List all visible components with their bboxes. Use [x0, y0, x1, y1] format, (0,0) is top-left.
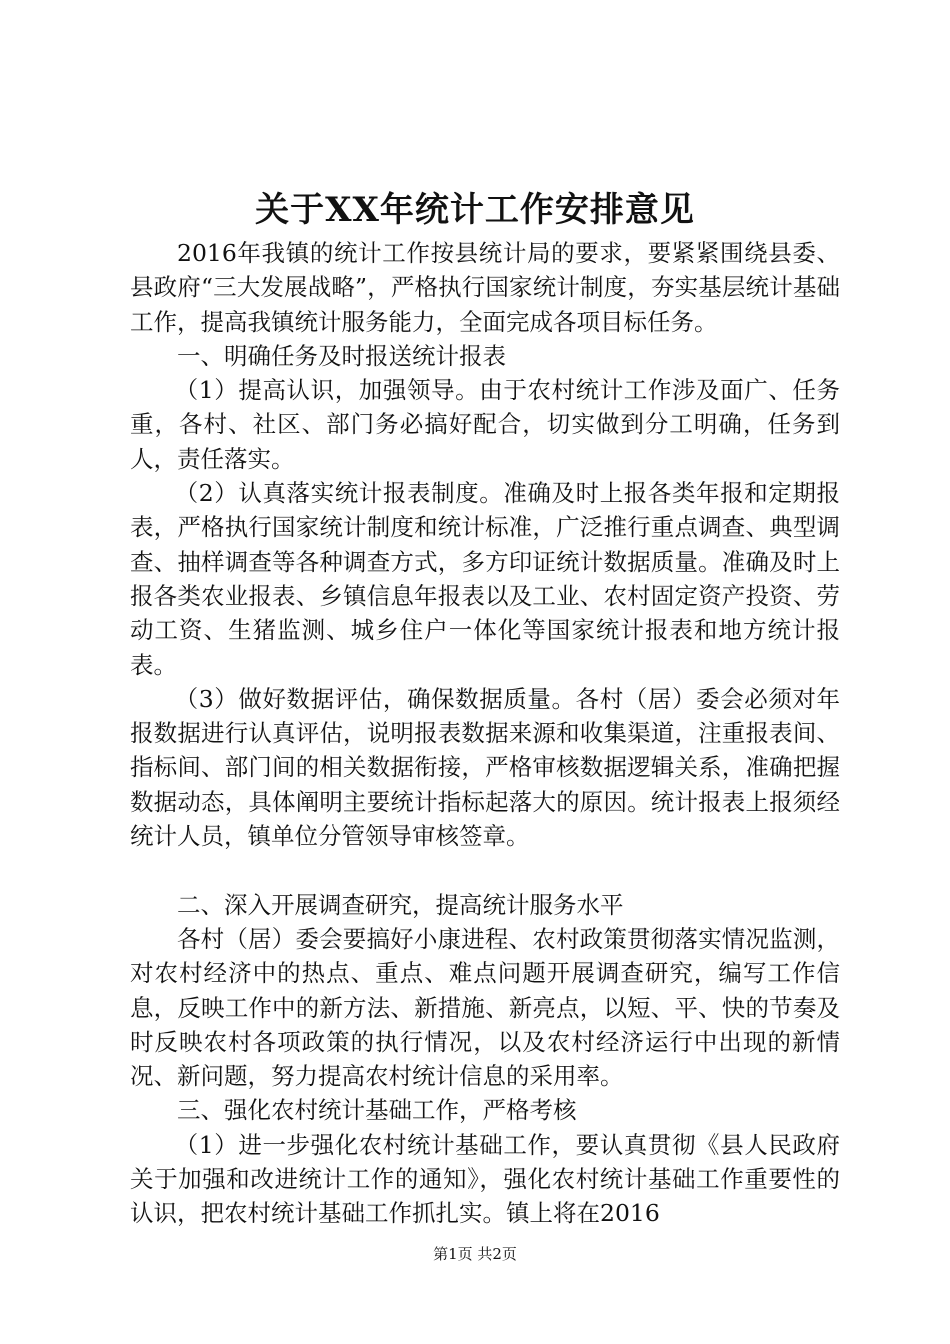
document-body	[130, 236, 840, 1231]
blank-line	[130, 853, 840, 887]
section-3-item-1: （1）进一步强化农村统计基础工作，要认真贯彻《县人民政府关于加强和改进统计工作的通知》，强化农村统计基础工作重要性的认识，把农村统计基础工作抓扎实。镇上将在2016	[130, 1130, 840, 1228]
section-heading-2: 二、深入开展调查研究，提高统计服务水平	[177, 890, 624, 919]
page-number: 第1页 共2页	[433, 1245, 517, 1263]
intro-paragraph: 2016年我镇的统计工作按县统计局的要求，要紧紧围绕县委、县政府“三大发展战略”，严格执行国家统计制度，夯实基层统计基础工作，提高我镇统计服务能力，全面完成各项目标任务。	[130, 239, 840, 336]
section-heading-3: 三、强化农村统计基础工作，严格考核	[177, 1096, 577, 1125]
section-heading-1: 一、明确任务及时报送统计报表	[177, 341, 506, 370]
section-2-paragraph: 各村（居）委会要搞好小康进程、农村政策贯彻落实情况监测，对农村经济中的热点、重点、难点问题开展调查研究，编写工作信息，反映工作中的新方法、新措施、新亮点，以短、平、快的节奏及时反映农村各项政策的执行情况，以及农村经济运行中出现的新情况、新问题，努力提高农村统计信息的采用率。	[130, 924, 840, 1091]
section-1-item-1: （1）提高认识，加强领导。由于农村统计工作涉及面广、任务重，各村、社区、部门务必搞好配合，切实做到分工明确，任务到人，责任落实。	[130, 376, 840, 473]
section-1-item-3: （3）做好数据评估，确保数据质量。各村（居）委会必须对年报数据进行认真评估，说明报表数据来源和收集渠道，注重报表间、指标间、部门间的相关数据衔接，严格审核数据逻辑关系，准确把握数据动态，具体阐明主要统计指标起落大的原因。统计报表上报须经统计人员，镇单位分管领导审核签章。	[130, 684, 840, 851]
section-1-item-2: （2）认真落实统计报表制度。准确及时上报各类年报和定期报表，严格执行国家统计制度和统计标准，广泛推行重点调查、典型调查、抽样调查等各种调查方式，多方印证统计数据质量。准确及时上报各类农业报表、乡镇信息年报表以及工业、农村固定资产投资、劳动工资、生猪监测、城乡住户一体化等国家统计报表和地方统计报表。	[130, 479, 840, 679]
document-title: 关于XX年统计工作安排意见	[255, 190, 695, 230]
